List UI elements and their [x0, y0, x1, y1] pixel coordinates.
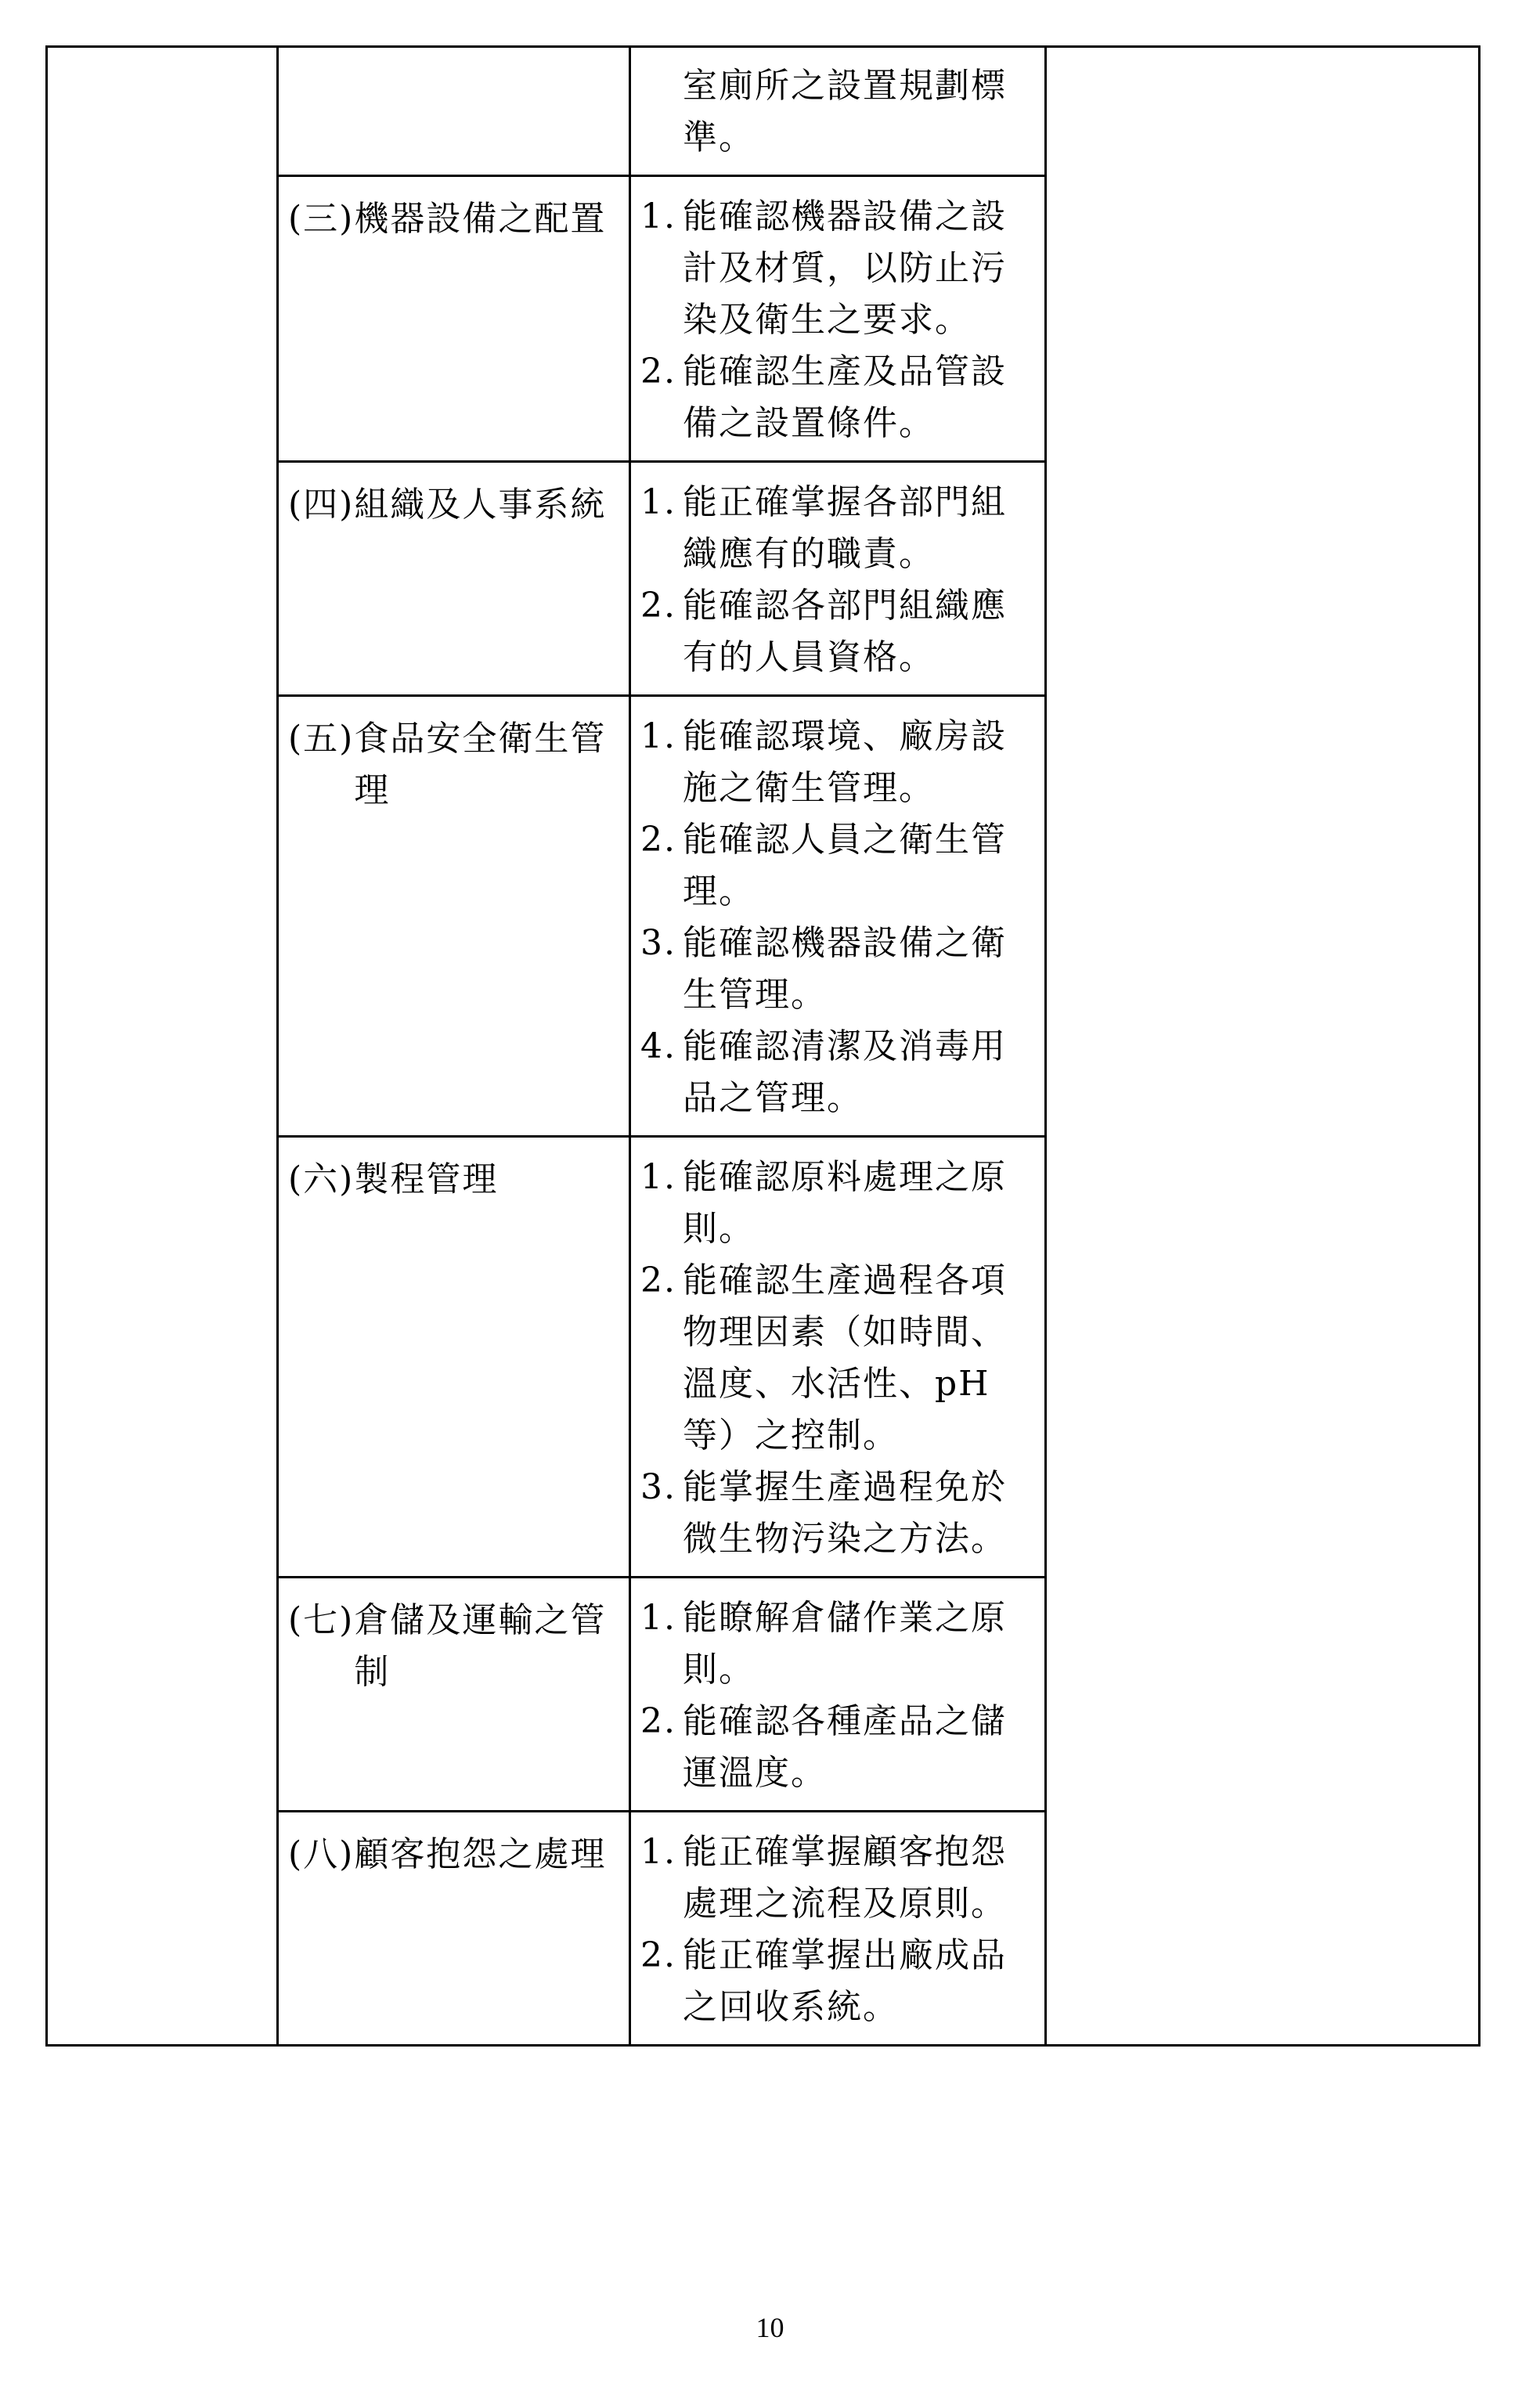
- list-item: 2. 能確認生產及品管設備之設置條件。: [640, 352, 1007, 443]
- list-item: 3. 能確認機器設備之衛生管理。: [640, 923, 1007, 1015]
- list-item: 1. 能正確掌握顧客抱怨處理之流程及原則。: [640, 1832, 1007, 1924]
- content-cell: [630, 176, 1046, 462]
- content-cell: [630, 1578, 1046, 1812]
- list-item: 2. 能確認各部門組織應有的人員資格。: [640, 586, 1007, 677]
- unit-title: 食品安全衛生管理: [354, 719, 607, 810]
- list-item: 2. 能正確掌握出廠成品之回收系統。: [640, 1935, 1007, 2027]
- unit-cell-empty: [278, 47, 630, 176]
- unit-cell: [278, 696, 630, 1137]
- list-item: 4. 能確認清潔及消毒用品之管理。: [640, 1026, 1007, 1118]
- list-item: 2. 能確認生產過程各項物理因素（如時間、溫度、水活性、pH等）之控制。: [640, 1260, 1007, 1455]
- unit-title: 顧客抱怨之處理: [354, 1834, 607, 1874]
- unit-cell: [278, 1137, 630, 1578]
- content-cell: [630, 1137, 1046, 1578]
- unit-cell: [278, 1812, 630, 2046]
- unit-number: (四): [288, 485, 355, 525]
- list-item: 1. 能正確掌握各部門組織應有的職責。: [640, 482, 1007, 574]
- unit-title: 機器設備之配置: [354, 199, 607, 239]
- unit-number: (五): [288, 719, 355, 759]
- unit-cell: [278, 462, 630, 696]
- content-cell: [630, 462, 1046, 696]
- unit-cell: [278, 176, 630, 462]
- list-item: 3. 能掌握生產過程免於微生物污染之方法。: [640, 1467, 1007, 1559]
- notes-cell: [1046, 47, 1480, 2046]
- unit-title: 倉儲及運輸之管制: [354, 1600, 607, 1692]
- page-number: 10: [756, 2312, 784, 2343]
- list-item: 2. 能確認人員之衛生管理。: [640, 820, 1007, 911]
- table-row: [47, 47, 1480, 176]
- unit-title: 製程管理: [354, 1159, 499, 1199]
- competency-table: [45, 45, 1480, 2047]
- unit-number: (六): [288, 1159, 355, 1199]
- continuation-text: 室廁所之設置規劃標準。: [683, 66, 1007, 157]
- list-item: 2. 能確認各種產品之儲運溫度。: [640, 1701, 1007, 1793]
- unit-number: (八): [288, 1834, 355, 1874]
- content-cell: [630, 47, 1046, 176]
- unit-title: 組織及人事系統: [354, 485, 607, 525]
- content-cell: [630, 1812, 1046, 2046]
- unit-cell: [278, 1578, 630, 1812]
- unit-number: (七): [288, 1600, 355, 1640]
- list-item: 1. 能確認機器設備之設計及材質，以防止污染及衛生之要求。: [640, 197, 1007, 340]
- list-item: 1. 能瞭解倉儲作業之原則。: [640, 1598, 1007, 1690]
- list-item: 1. 能確認環境、廠房設施之衛生管理。: [640, 716, 1007, 808]
- category-cell: [47, 47, 278, 2046]
- unit-number: (三): [288, 199, 355, 239]
- list-item: 1. 能確認原料處理之原則。: [640, 1157, 1007, 1249]
- content-cell: [630, 696, 1046, 1137]
